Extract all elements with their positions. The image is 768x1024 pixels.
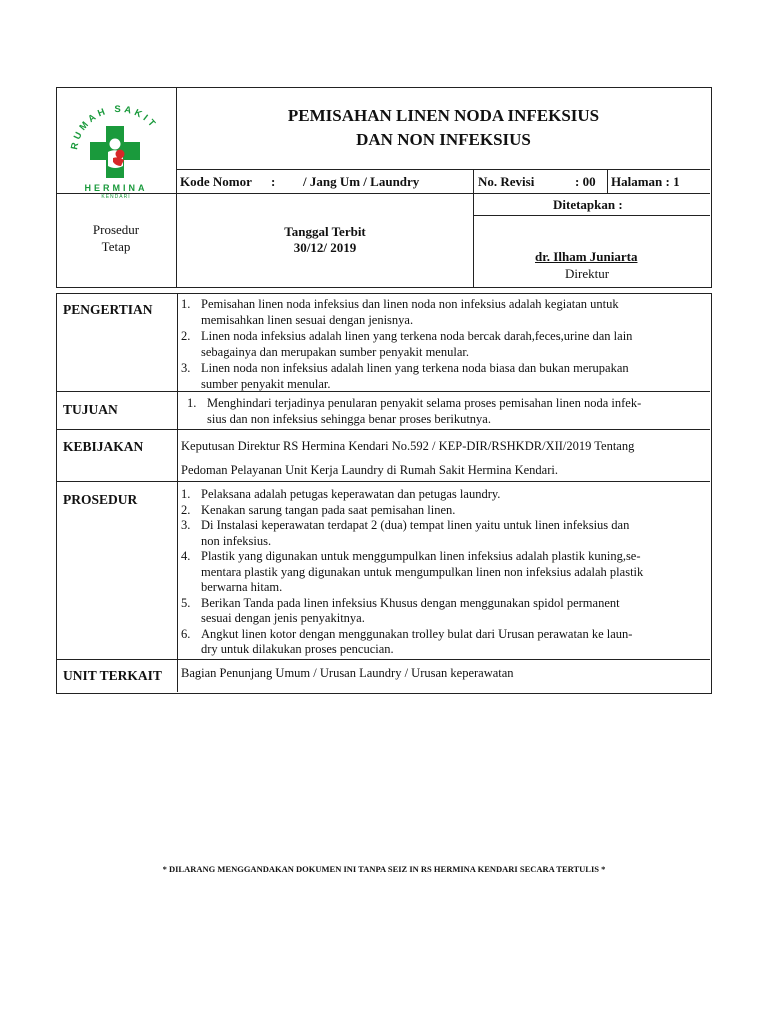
list-item xyxy=(181,361,707,392)
document-title-line1: PEMISAHAN LINEN NODA INFEKSIUS xyxy=(287,106,600,125)
list-item xyxy=(181,627,707,658)
divider xyxy=(473,215,710,216)
hermina-logo xyxy=(63,96,171,196)
list-text: Pelaksana adalah petugas keperawatan dan petugas laundry. xyxy=(201,487,501,501)
list-text: mentara plastik yang digunakan untuk mengumpulkan linen non infeksius adalah plastik xyxy=(201,564,644,579)
logo-city: KENDARI xyxy=(101,194,131,200)
list-text: memisahkan linen sesuai dengan jenisnya. xyxy=(201,312,414,327)
divider xyxy=(57,659,710,660)
section-label-kebijakan: KEBIJAKAN xyxy=(63,439,144,454)
list-number: 4. xyxy=(181,549,191,563)
logo-cell xyxy=(57,88,177,287)
divider xyxy=(57,429,710,430)
kode-nomor-value: / Jang Um / Laundry xyxy=(303,174,420,189)
list-item xyxy=(181,503,707,519)
unit-terkait-text: Bagian Penunjang Umum / Urusan Laundry / Urusan keperawatan xyxy=(181,666,514,680)
list-item xyxy=(181,549,707,596)
kebijakan-text xyxy=(181,434,707,482)
list-item xyxy=(181,297,707,328)
section-label-pengertian: PENGERTIAN xyxy=(63,302,153,317)
divider xyxy=(177,193,710,194)
list-text: Berikan Tanda pada linen infeksius Khusus dengan menggunakan spidol permanent xyxy=(201,595,620,610)
list-text: Angkut linen kotor dengan menggunakan trolley bulat dari Urusan perawatan ke laun- xyxy=(201,626,633,641)
list-text: Di Instalasi keperawatan terdapat 2 (dua) tempat linen yaitu untuk linen infeksius dan xyxy=(201,518,630,532)
divider xyxy=(177,169,710,170)
list-text: Menghindari terjadinya penularan penyakit selama proses pemisahan linen noda infek- xyxy=(207,396,642,410)
tanggal-terbit-label: Tanggal Terbit xyxy=(284,224,366,239)
halaman-label: Halaman : 1 xyxy=(611,174,680,189)
list-text: sebagainya dan merupakan sumber penyakit menular. xyxy=(201,344,469,359)
list-number: 6. xyxy=(181,626,191,641)
footer-disclaimer: * DILARANG MENGGANDAKAN DOKUMEN INI TANPA SEIZ IN RS HERMINA KENDARI SECARA TERTULIS * xyxy=(162,864,606,874)
list-number: 1. xyxy=(181,297,191,311)
list-number: 2. xyxy=(181,329,191,343)
tujuan-item xyxy=(181,396,707,427)
signer-title: Direktur xyxy=(565,266,610,281)
ditetapkan-label: Ditetapkan : xyxy=(553,197,623,212)
list-number: 5. xyxy=(181,595,191,610)
section-label-tujuan: TUJUAN xyxy=(63,402,118,417)
list-text: Kenakan sarung tangan pada saat pemisahan linen. xyxy=(201,502,456,517)
logo-name: HERMINA xyxy=(84,183,148,193)
list-text: dry untuk dilakukan proses pencucian. xyxy=(201,642,394,656)
kode-nomor-sep: : xyxy=(271,174,276,189)
logo-arc-text: RUMAH SAKIT xyxy=(69,103,160,151)
section-label-prosedur: PROSEDUR xyxy=(63,492,138,507)
list-text: non infeksius. xyxy=(201,533,272,548)
list-item xyxy=(181,596,707,627)
section-label-unit-terkait: UNIT TERKAIT xyxy=(63,668,162,683)
kebijakan-line: Pedoman Pelayanan Unit Kerja Laundry di Rumah Sakit Hermina Kendari. xyxy=(181,463,558,477)
divider xyxy=(177,294,178,692)
list-item xyxy=(181,329,707,360)
divider xyxy=(57,193,177,194)
kode-nomor-label: Kode Nomor xyxy=(180,174,252,189)
tanggal-terbit-value: 30/12/ 2019 xyxy=(293,240,357,255)
list-text: Linen noda non infeksius adalah linen yang terkena noda biasa dan bukan merupakan xyxy=(201,361,629,375)
list-number: 3. xyxy=(181,518,191,532)
prosedur-label-1: Prosedur xyxy=(92,222,140,237)
header-table xyxy=(56,87,712,288)
kebijakan-line: Keputusan Direktur RS Hermina Kendari No.592 / KEP-DIR/RSHKDR/XII/2019 Tentang xyxy=(181,439,635,453)
list-text: Linen noda infeksius adalah linen yang terkena noda bercak darah,feces,urine dan lain xyxy=(201,329,633,343)
divider xyxy=(607,169,608,193)
list-text: sius dan non infeksius sehingga benar proses berikutnya. xyxy=(207,411,491,426)
list-item xyxy=(181,487,707,503)
revisi-value: : 00 xyxy=(575,174,596,189)
list-text: berwarna hitam. xyxy=(201,580,283,594)
prosedur-label-2: Tetap xyxy=(101,239,131,254)
list-number: 1. xyxy=(181,487,191,501)
revisi-label: No. Revisi xyxy=(478,174,535,189)
divider xyxy=(473,169,474,287)
content-table xyxy=(56,293,712,694)
document-title-line2: DAN NON INFEKSIUS xyxy=(356,130,531,149)
list-text: Plastik yang digunakan untuk menggumpulkan linen infeksius adalah plastik kuning,se- xyxy=(201,549,641,563)
list-text: sumber penyakit menular. xyxy=(201,376,331,391)
list-number: 3. xyxy=(181,361,191,375)
list-item xyxy=(181,518,707,549)
signer-name: dr. Ilham Juniarta xyxy=(535,249,638,264)
list-text: sesuai dengan jenis penyakitnya. xyxy=(201,611,365,625)
list-number: 1. xyxy=(187,396,197,410)
list-number: 2. xyxy=(181,502,191,517)
list-text: Pemisahan linen noda infeksius dan linen noda non infeksius adalah kegiatan untuk xyxy=(201,297,619,311)
